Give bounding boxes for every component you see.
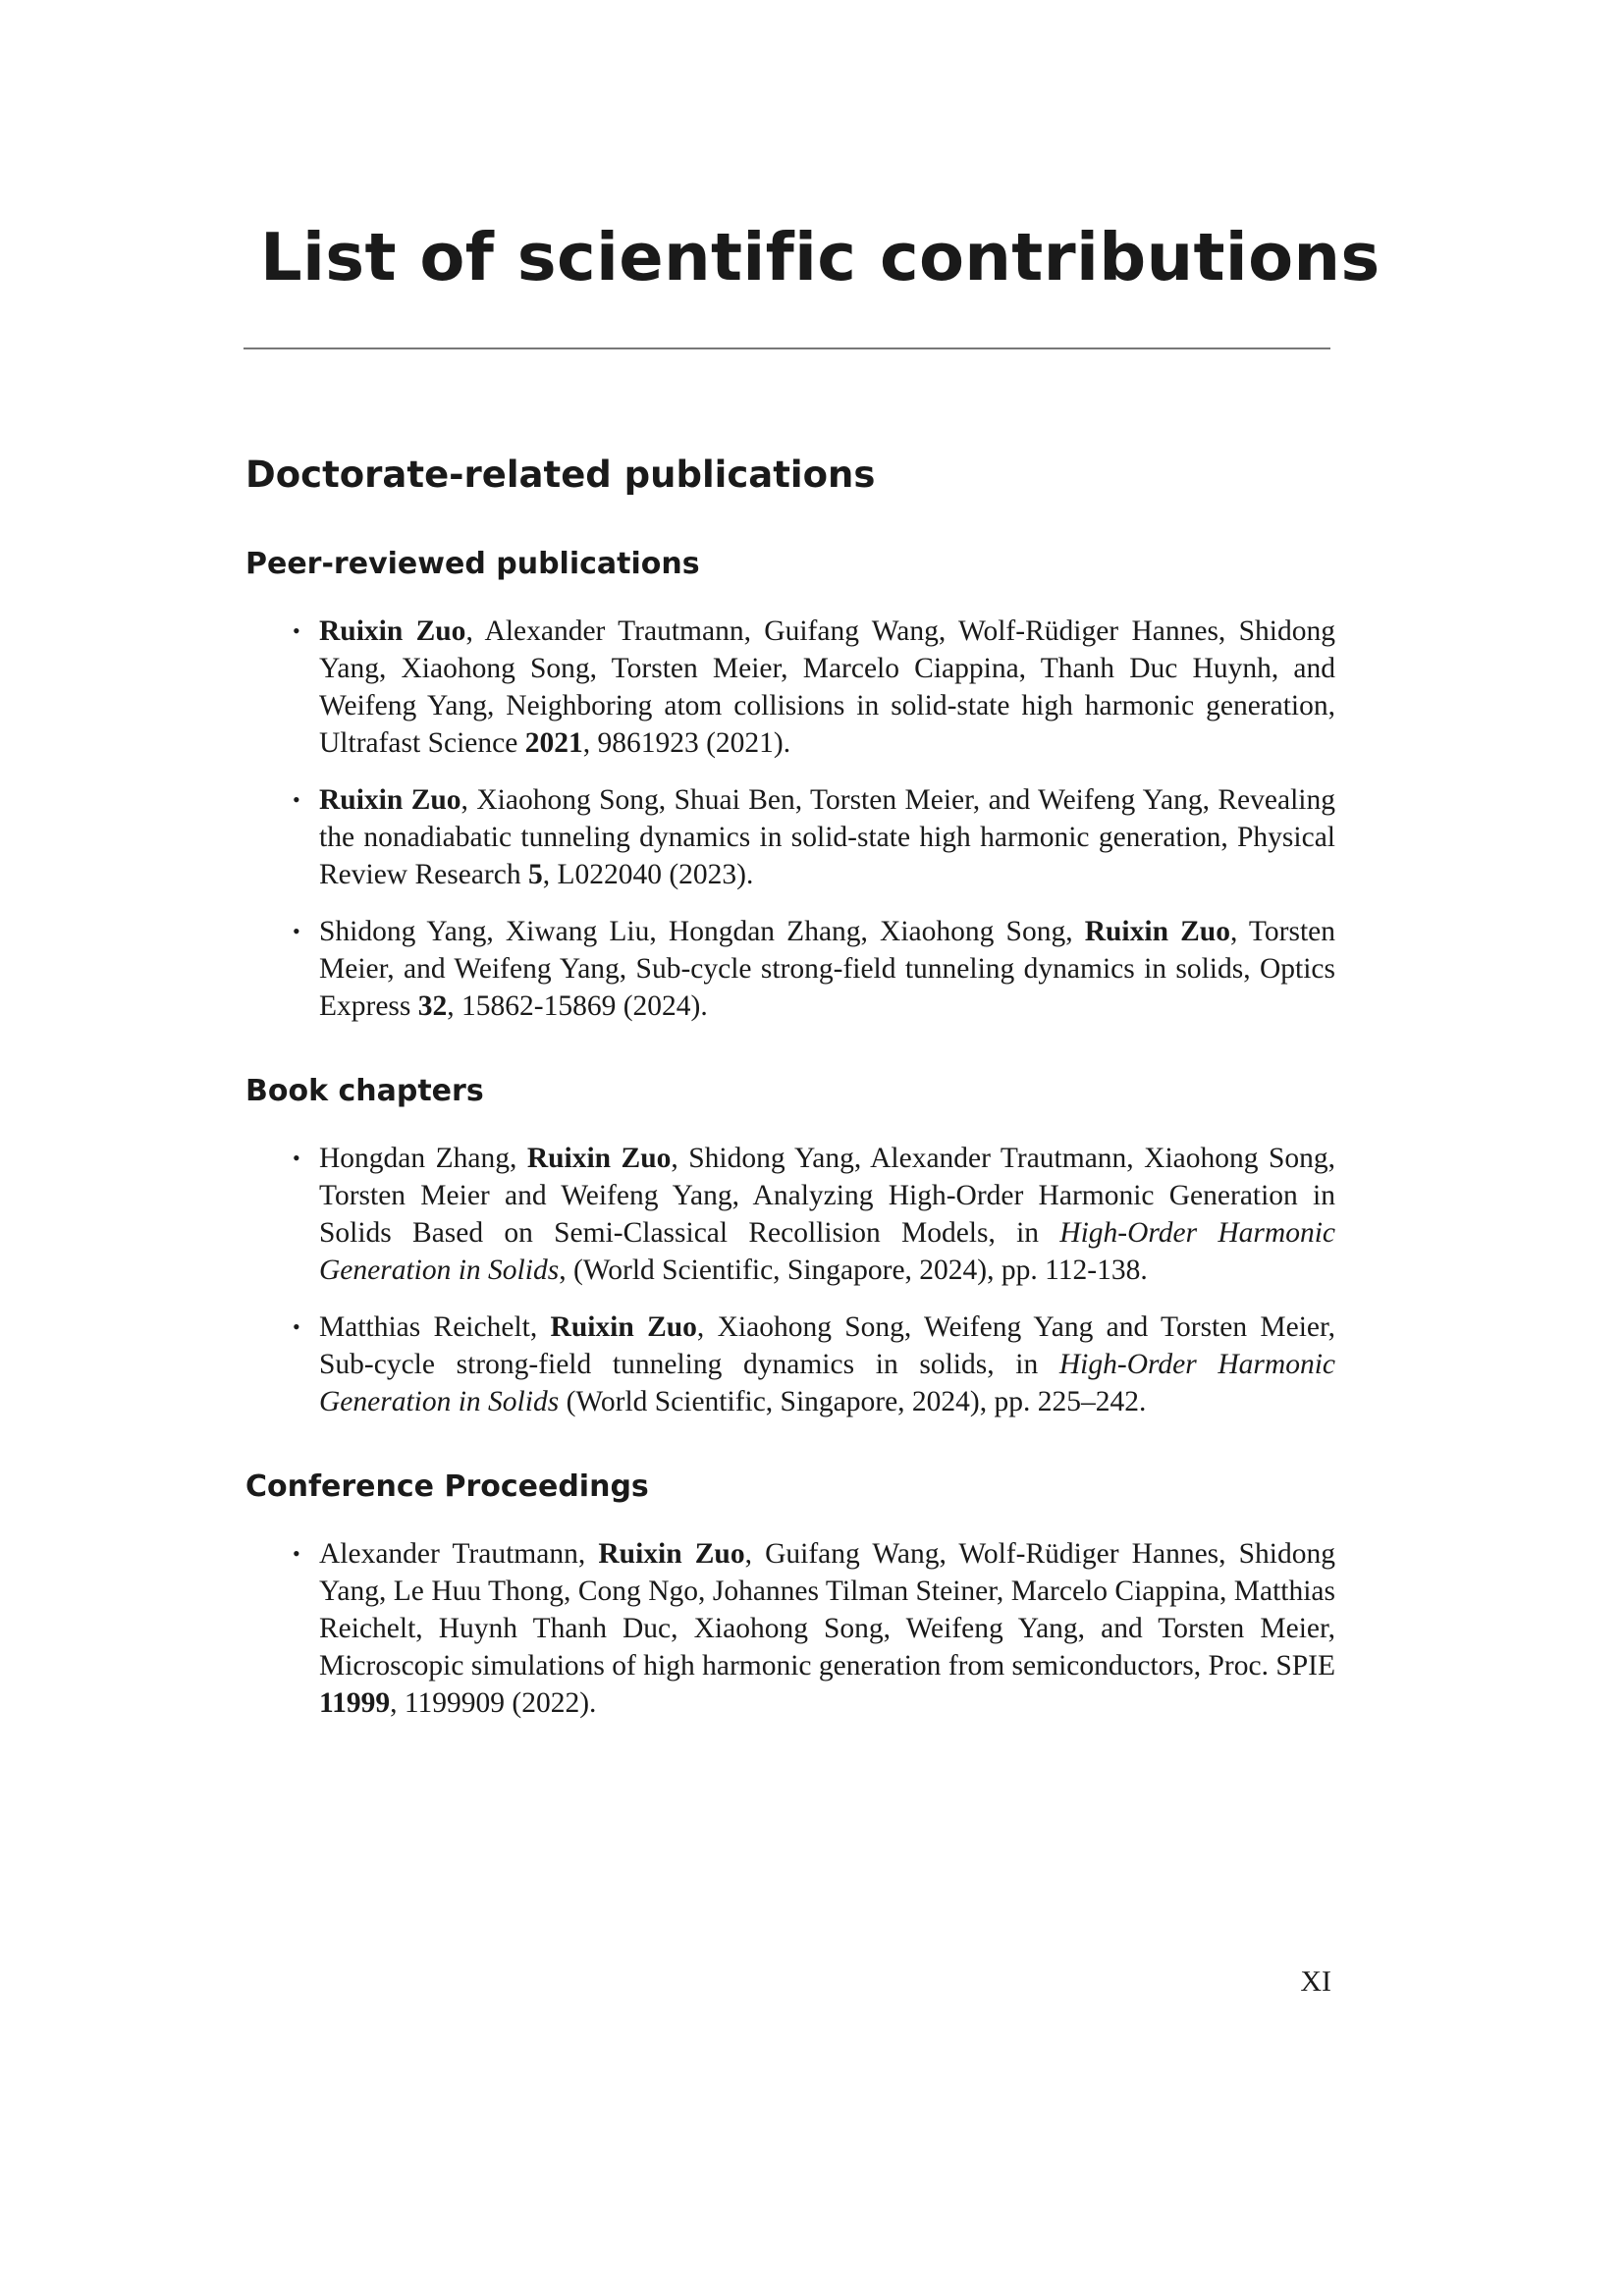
citation-rest: , 15862-15869 (2024). [447, 990, 708, 1023]
book-title: High-Order Harmonic Generation in Solids [319, 1349, 1336, 1418]
page-content [245, 452, 1335, 1769]
citation-rest: , 9861923 (2021). [582, 727, 791, 760]
proceedings-heading: Conference Proceedings [245, 1469, 649, 1505]
authors-before: Hongdan Zhang, [319, 1143, 527, 1175]
page-number: XI [1300, 1965, 1331, 1998]
citation-rest: , (World Scientific, Singapore, 2024), pp. 112-138. [559, 1255, 1148, 1287]
citation-text: , Guifang Wang, Wolf-Rüdiger Hannes, Shidong Yang, Le Huu Thong, Cong Ngo, Johannes Tilman Steiner, Marcelo Ciappina, Matthias Reichelt, Huynh Thanh Duc, Xiaohong Song, Weifeng Yang, and Torsten Meier, Microscopic simulations of high harmonic generation from semiconductors, Proc. SPIE [319, 1538, 1335, 1682]
highlighted-author: Ruixin Zuo [526, 1143, 672, 1175]
citation-text: , Xiaohong Song, Weifeng Yang and Torsten Meier, Sub-cycle strong-field tunneling dynamics in solids, in [319, 1311, 1336, 1381]
volume: 32 [417, 990, 448, 1023]
citation-text: , Torsten Meier, and Weifeng Yang, Sub-cycle strong-field tunneling dynamics in solids, Optics Express [319, 916, 1335, 1023]
authors-before: Matthias Reichelt, [319, 1311, 551, 1344]
publication-item [245, 1535, 1335, 1722]
section-heading: Doctorate-related publications [245, 454, 876, 496]
title-rule [244, 347, 1330, 349]
publication-item [245, 913, 1335, 1025]
highlighted-author: Ruixin Zuo [1084, 916, 1230, 948]
citation-rest: , L022040 (2023). [542, 859, 754, 891]
citation-text: , Xiaohong Song, Shuai Ben, Torsten Meier, and Weifeng Yang, Revealing the nonadiabatic tunneling dynamics in solid-state high harmonic generation, Physical Review Research [319, 784, 1335, 891]
publication-item [245, 613, 1335, 762]
citation-text: , Alexander Trautmann, Guifang Wang, Wolf-Rüdiger Hannes, Shidong Yang, Xiaohong Song, Torsten Meier, Marcelo Ciappina, Thanh Duc Huynh, and Weifeng Yang, Neighboring atom collisions in solid-state high harmonic generation, Ultrafast Science [319, 615, 1335, 760]
book-chapters-list [245, 1140, 1335, 1420]
citation-rest: (World Scientific, Singapore, 2024), pp. 225–242. [559, 1386, 1147, 1418]
book-chapters-heading: Book chapters [245, 1074, 484, 1109]
volume: 5 [527, 859, 543, 891]
book-title: High-Order Harmonic Generation in Solids [319, 1217, 1335, 1287]
highlighted-author: Ruixin Zuo [319, 615, 466, 648]
citation-rest: , 1199909 (2022). [390, 1687, 597, 1720]
volume: 2021 [524, 727, 583, 760]
authors-before: Shidong Yang, Xiwang Liu, Hongdan Zhang, Xiaohong Song, [319, 916, 1085, 948]
peer-reviewed-heading: Peer-reviewed publications [245, 547, 700, 582]
publication-item [245, 781, 1335, 893]
highlighted-author: Ruixin Zuo [319, 784, 461, 817]
highlighted-author: Ruixin Zuo [550, 1311, 697, 1344]
highlighted-author: Ruixin Zuo [598, 1538, 745, 1571]
publication-item [245, 1140, 1335, 1289]
peer-reviewed-list [245, 613, 1335, 1025]
citation-text: , Shidong Yang, Alexander Trautmann, Xiaohong Song, Torsten Meier and Weifeng Yang, Analyzing High-Order Harmonic Generation in Solids Based on Semi-Classical Recollision Models, in [319, 1143, 1335, 1250]
publication-item [245, 1308, 1335, 1420]
proceedings-list [245, 1535, 1335, 1722]
volume: 11999 [319, 1687, 391, 1720]
authors-before: Alexander Trautmann, [319, 1538, 599, 1571]
page-title: List of scientific contributions [260, 219, 1380, 295]
